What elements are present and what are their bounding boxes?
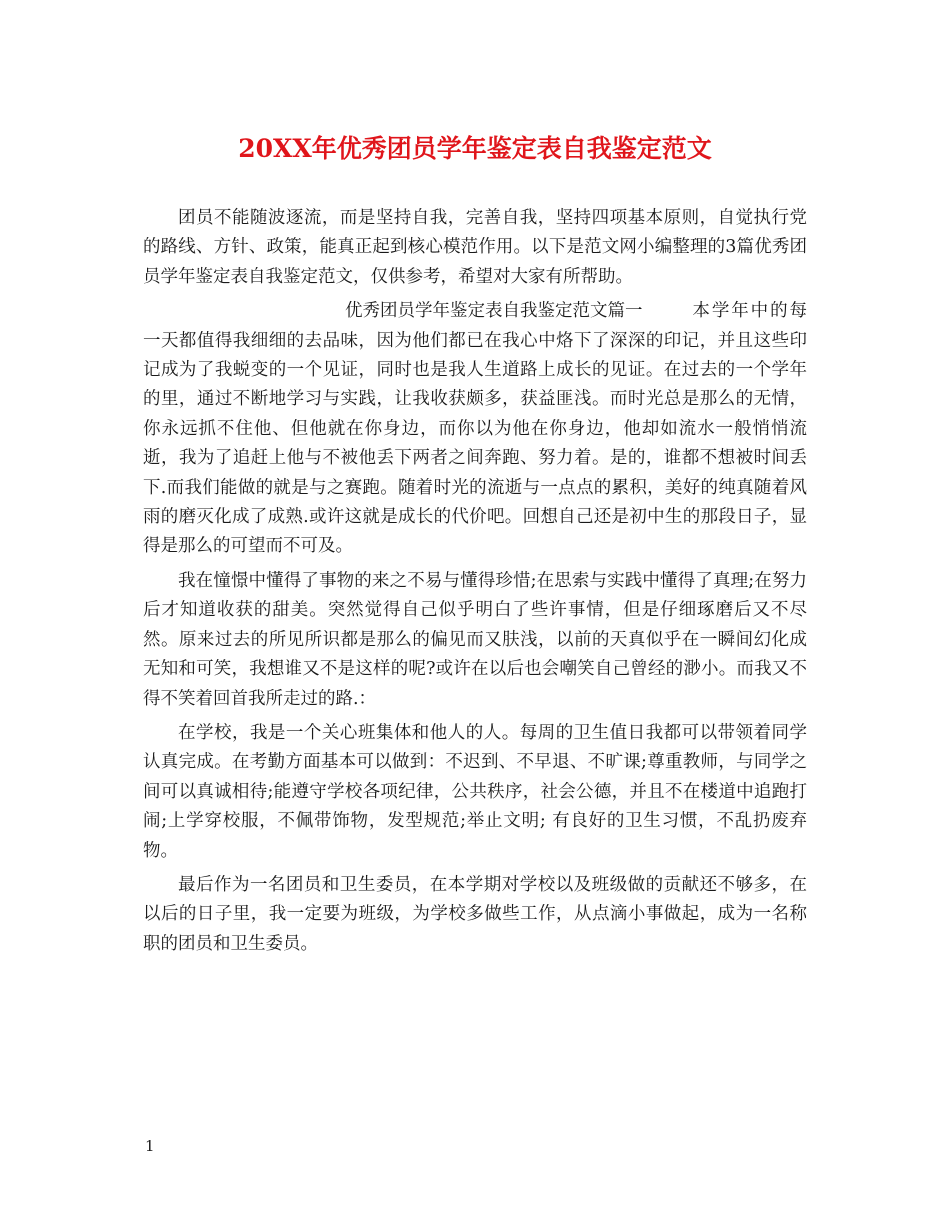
body-paragraph-4: 最后作为一名团员和卫生委员，在本学期对学校以及班级做的贡献还不够多，在以后的日子里，我一定要为班级，为学校多做些工作，从点滴小事做起，成为一名称职的团员和卫生委员。 <box>143 874 807 954</box>
section-paragraph <box>143 297 807 562</box>
page-number: 1 <box>145 1137 155 1155</box>
body-paragraph-3: 在学校，我是一个关心班集体和他人的人。每周的卫生值日我都可以带领着同学认真完成。在考勤方面基本可以做到：不迟到、不早退、不旷课;尊重教师，与同学之间可以真诚相待;能遵守学校各项纪律，公共秩序，社会公德，并且不在楼道中追跑打闹;上学穿校服，不佩带饰物，发型规范;举止文明; 有良好的卫生习惯，不乱扔废弃物。 <box>143 722 807 861</box>
section-body-text: 本学年中的每一天都值得我细细的去品味，因为他们都已在我心中烙下了深深的印记，并且这些印记成为了我蜕变的一个见证，同时也是我人生道路上成长的见证。在过去的一个学年的里，通过不断地学习与实践，让我收获颇多，获益匪浅。而时光总是那么的无情，你永远抓不住他、但他就在你身边，而你以为他在你身边，他却如流水一般悄悄流逝，我为了追赶上他与不被他丢下两者之间奔跑、努力着。是的，谁都不想被时间丢下.而我们能做的就是与之赛跑。随着时光的流逝与一点点的累积，美好的纯真随着风雨的磨灭化成了成熟.或许这就是成长的代价吧。回想自己还是初中生的那段日子，显得是那么的可望而不可及。 <box>143 301 807 557</box>
section-heading: 优秀团员学年鉴定表自我鉴定范文篇一 <box>345 301 643 322</box>
intro-paragraph: 团员不能随波逐流，而是坚持自我，完善自我，坚持四项基本原则，自觉执行党的路线、方针、政策，能真正起到核心模范作用。以下是范文网小编整理的3篇优秀团员学年鉴定表自我鉴定范文，仅供参考，希望对大家有所帮助。 <box>143 208 807 287</box>
body-paragraph-2: 我在憧憬中懂得了事物的来之不易与懂得珍惜;在思索与实践中懂得了真理;在努力后才知道收获的甜美。突然觉得自己似乎明白了些许事情，但是仔细琢磨后又不尽然。原来过去的所见所识都是那么的偏见而又肤浅，以前的天真似乎在一瞬间幻化成无知和可笑，我想谁又不是这样的呢?或许在以后也会嘲笑自己曾经的渺小。而我又不得不笑着回首我所走过的路.： <box>143 570 807 709</box>
document-body <box>143 204 807 959</box>
document-title: 20XX年优秀团员学年鉴定表自我鉴定范文 <box>238 134 712 163</box>
